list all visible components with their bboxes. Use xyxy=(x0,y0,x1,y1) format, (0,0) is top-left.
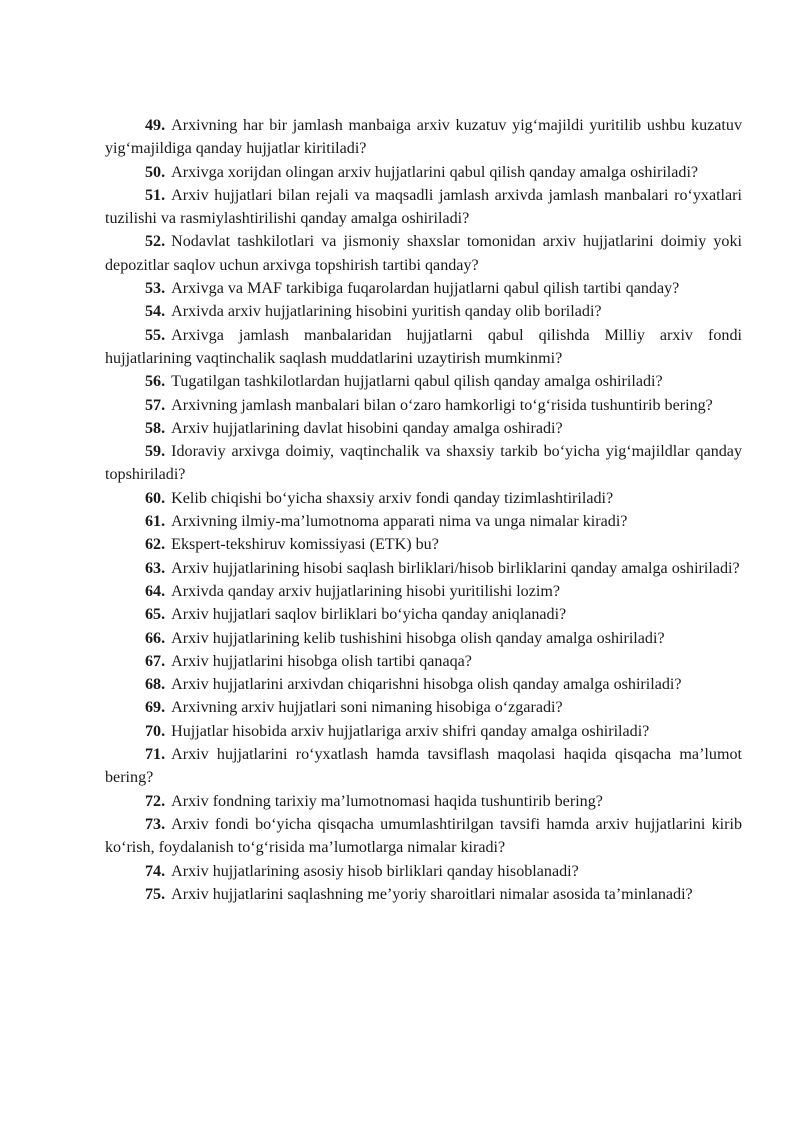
question-number: 65. xyxy=(145,606,166,624)
question-text: Tugatilgan tashkilotlardan hujjatlarni qabul qilish qanday amalga oshiriladi? xyxy=(171,373,663,391)
question-text: Arxiv hujjatlarining hisobi saqlash birliklari/hisob birliklarini qanday amalga oshiriladi? xyxy=(171,559,740,577)
question-text: Arxiv fondi bo‘yicha qisqacha umumlashtirilgan tavsifi hamda arxiv hujjatlarini kirib ko‘rish, foydalanish to‘g‘risida ma’lumotlarga nimalar kiradi? xyxy=(105,815,742,857)
question-number: 56. xyxy=(145,373,166,391)
question-text: Arxiv hujjatlarini hisobga olish tartibi qanaqa? xyxy=(171,652,472,670)
question-text: Arxivga va MAF tarkibiga fuqarolardan hujjatlarni qabul qilish tartibi qanday? xyxy=(171,280,680,298)
question-text: Arxiv hujjatlarini saqlashning me’yoriy sharoitlari nimalar asosida ta’minlanadi? xyxy=(171,885,693,903)
question-number: 69. xyxy=(145,699,166,717)
question-list xyxy=(105,114,742,906)
question-number: 66. xyxy=(145,629,166,647)
question-item xyxy=(105,720,742,743)
question-number: 63. xyxy=(145,559,166,577)
question-item xyxy=(105,300,742,323)
question-item xyxy=(105,487,742,510)
question-number: 51. xyxy=(145,186,166,204)
question-item xyxy=(105,417,742,440)
question-item xyxy=(105,394,742,417)
question-item xyxy=(105,790,742,813)
question-text: Arxiv hujjatlari saqlov birliklari bo‘yicha qanday aniqlanadi? xyxy=(171,606,567,624)
question-item xyxy=(105,627,742,650)
question-number: 71. xyxy=(145,746,166,764)
question-item xyxy=(105,114,742,161)
question-text: Arxivning arxiv hujjatlari soni nimaning hisobiga o‘zgaradi? xyxy=(171,699,563,717)
question-text: Nodavlat tashkilotlari va jismoniy shaxslar tomonidan arxiv hujjatlarini doimiy yoki depozitlar saqlov uchun arxivga topshirish tartibi qanday? xyxy=(105,233,742,274)
question-item xyxy=(105,230,742,277)
question-number: 68. xyxy=(145,676,166,694)
question-number: 60. xyxy=(145,489,166,507)
question-item xyxy=(105,324,742,371)
question-text: Arxivda arxiv hujjatlarining hisobini yuritish qanday olib boriladi? xyxy=(171,303,602,321)
question-text: Arxivning jamlash manbalari bilan o‘zaro hamkorligi to‘g‘risida tushuntirib bering? xyxy=(171,396,713,414)
question-number: 49. xyxy=(145,117,166,134)
question-number: 72. xyxy=(145,792,166,810)
question-number: 74. xyxy=(145,862,166,880)
question-item xyxy=(105,370,742,393)
question-item xyxy=(105,650,742,673)
question-number: 61. xyxy=(145,513,166,531)
question-number: 50. xyxy=(145,163,166,181)
question-number: 57. xyxy=(145,396,166,414)
question-text: Arxivga xorijdan olingan arxiv hujjatlarini qabul qilish qanday amalga oshiriladi? xyxy=(171,163,699,181)
question-text: Kelib chiqishi bo‘yicha shaxsiy arxiv fondi qanday tizimlashtiriladi? xyxy=(171,489,614,507)
question-text: Arxiv hujjatlarini arxivdan chiqarishni hisobga olish qanday amalga oshiriladi? xyxy=(171,676,682,694)
question-text: Arxiv hujjatlarining kelib tushishini hisobga olish qanday amalga oshiriladi? xyxy=(171,629,665,647)
question-text: Arxiv hujjatlarining davlat hisobini qanday amalga oshiradi? xyxy=(171,419,563,437)
question-text: Arxivning ilmiy-ma’lumotnoma apparati nima va unga nimalar kiradi? xyxy=(171,513,628,531)
question-number: 62. xyxy=(145,536,166,554)
question-item xyxy=(105,533,742,556)
question-number: 73. xyxy=(145,815,166,833)
question-item xyxy=(105,440,742,487)
question-item xyxy=(105,510,742,533)
question-text: Arxivning har bir jamlash manbaiga arxiv kuzatuv yig‘majildi yuritilib ushbu kuzatuv yig‘majildiga qanday hujjatlar kiritiladi? xyxy=(105,117,742,158)
question-text: Ekspert-tekshiruv komissiyasi (ETK) bu? xyxy=(171,536,439,554)
question-item xyxy=(105,813,742,860)
question-text: Idoraviy arxivga doimiy, vaqtinchalik va shaxsiy tarkib bo‘yicha yig‘majildlar qanday topshiriladi? xyxy=(105,443,742,484)
question-text: Arxiv hujjatlarining asosiy hisob birliklari qanday hisoblanadi? xyxy=(171,862,579,880)
question-item xyxy=(105,696,742,719)
question-number: 53. xyxy=(145,280,166,298)
question-text: Arxivda qanday arxiv hujjatlarining hisobi yuritilishi lozim? xyxy=(171,582,560,600)
question-number: 75. xyxy=(145,885,166,903)
question-item xyxy=(105,161,742,184)
question-text: Hujjatlar hisobida arxiv hujjatlariga arxiv shifri qanday amalga oshiriladi? xyxy=(171,722,650,740)
question-number: 54. xyxy=(145,303,166,321)
question-text: Arxiv hujjatlarini ro‘yxatlash hamda tavsiflash maqolasi haqida qisqacha ma’lumot bering? xyxy=(105,746,742,787)
question-number: 58. xyxy=(145,419,166,437)
question-item xyxy=(105,184,742,231)
question-text: Arxiv fondning tarixiy ma’lumotnomasi haqida tushuntirib bering? xyxy=(171,792,603,810)
question-number: 55. xyxy=(145,326,166,344)
question-number: 67. xyxy=(145,652,166,670)
question-item xyxy=(105,580,742,603)
question-text: Arxiv hujjatlari bilan rejali va maqsadli jamlash arxivda jamlash manbalari ro‘yxatlari tuzilishi va rasmiylashtirilishi qanday amalga oshiriladi? xyxy=(105,186,742,228)
question-text: Arxivga jamlash manbalaridan hujjatlarni qabul qilishda Milliy arxiv fondi hujjatlarining vaqtinchalik saqlash muddatlarini uzaytirish mumkinmi? xyxy=(105,326,742,367)
question-number: 59. xyxy=(145,443,166,461)
question-item xyxy=(105,603,742,626)
question-number: 64. xyxy=(145,582,166,600)
question-item xyxy=(105,883,742,906)
question-item xyxy=(105,860,742,883)
question-item xyxy=(105,557,742,580)
question-item xyxy=(105,673,742,696)
question-item xyxy=(105,743,742,790)
question-number: 52. xyxy=(145,233,166,251)
question-number: 70. xyxy=(145,722,166,740)
question-item xyxy=(105,277,742,300)
